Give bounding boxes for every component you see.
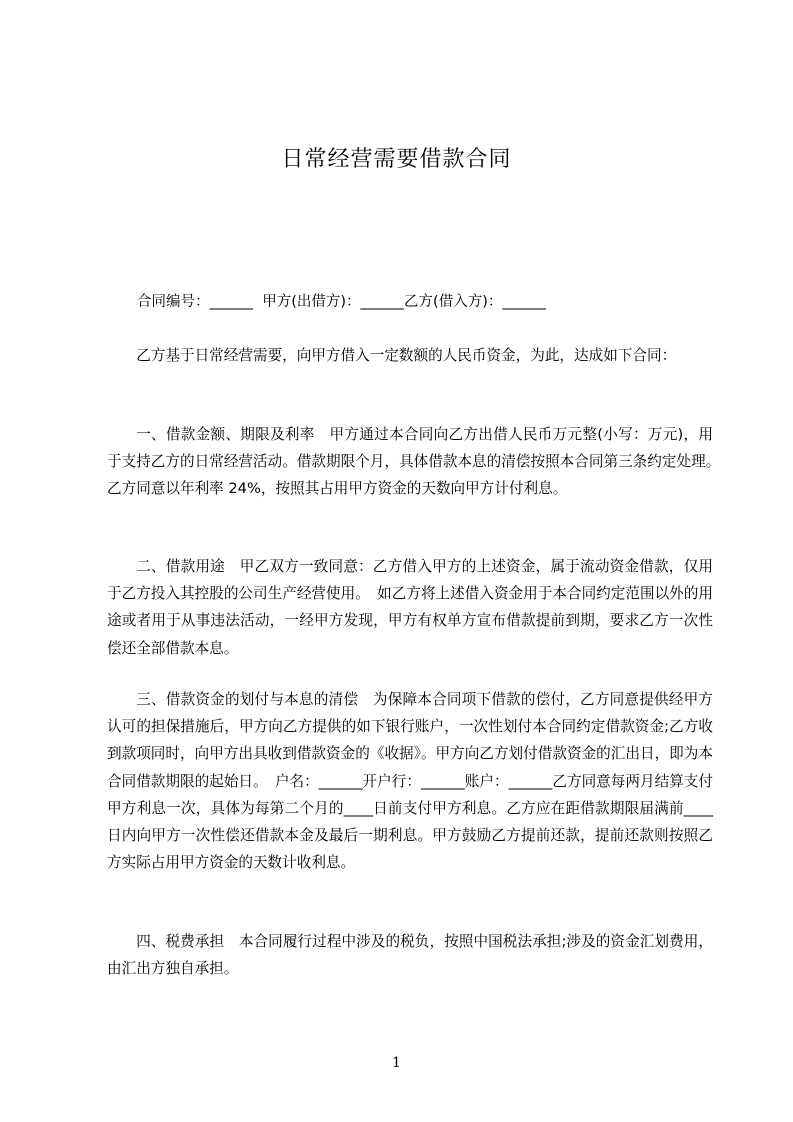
clause-loan-amount-term-rate: 一、借款金额、期限及利率 甲方通过本合同向乙方出借人民币万元整(小写：万元)，用于支持乙方的日常经营活动。借款期限个月，具体借款本息的清偿按照本合同第三条约定处理。 乙方同意以年利率 24%，按照其占用甲方资金的天数向甲方计付利息。 — [107, 426, 728, 498]
contract-meta-line: 合同编号：______ 甲方(出借方)：______乙方(借入方)：______ — [137, 294, 546, 310]
clause-loan-purpose: 二、借款用途 甲乙双方一致同意：乙方借入甲方的上述资金，属于流动资金借款，仅用于乙方投入其控股的公司生产经营使用。 如乙方将上述借入资金用于本合同约定范围以外的用途或者用于从事违法活动，一经甲方发现，甲方有权单方宣布借款提前到期，要求乙方一次性偿还全部借款本息。 — [107, 558, 713, 657]
clause-taxes-fees: 四、税费承担 本合同履行过程中涉及的税负，按照中国税法承担;涉及的资金汇划费用，由汇出方独自承担。 — [107, 933, 713, 978]
page-number: 1 — [392, 1055, 401, 1071]
intro-paragraph: 乙方基于日常经营需要，向甲方借入一定数额的人民币资金，为此，达成如下合同： — [136, 347, 677, 364]
document-title: 日常经营需要借款合同 — [281, 147, 512, 172]
clause-disbursement-repayment: 三、借款资金的划付与本息的清偿 为保障本合同项下借款的偿付，乙方同意提供经甲方认可的担保措施后，甲方向乙方提供的如下银行账户，一次性划付本合同约定借款资金;乙方收到款项同时，向甲方出具收到借款资金的《收据》。甲方向乙方划付借款资金的汇出日，即为本合同借款期限的起始日。 户名：______开户行：______账户：______乙方同意每两月结算支付甲方利息一次，具体为每第二个月的____日前支付甲方利息。乙方应在距借款期限届满前____日内向甲方一次性偿还借款本金及最后一期利息。甲方鼓励乙方提前还款，提前还款则按照乙方实际占用甲方资金的天数计收利息。 — [107, 691, 713, 872]
